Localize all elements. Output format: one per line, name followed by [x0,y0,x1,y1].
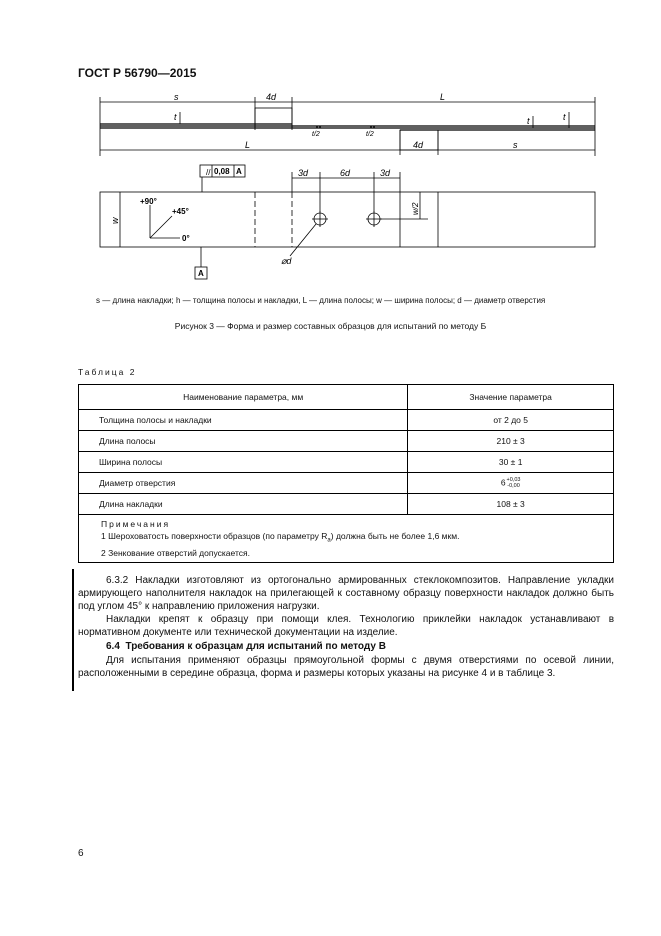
parameters-table [78,384,614,563]
dim-L-top: L [440,92,446,102]
figure-3-drawing [0,0,661,295]
table-row [79,431,614,452]
dim-t-half-2: t/2 [366,131,374,138]
dim-diameter: ⌀d [281,256,292,266]
param-value: 30 ± 1 [408,452,614,473]
tolerance-stack [507,477,521,489]
table-row [79,473,614,494]
param-value: 108 ± 3 [408,494,614,515]
dim-w: w [110,217,120,224]
tolerance-datum: A [236,167,242,176]
table-header-name: Наименование параметра, мм [79,385,408,410]
note-1-sub: a [327,537,331,544]
section-heading-6-4 [78,640,614,653]
note-1 [101,530,613,547]
note-2: 2 Зенкование отверстий допускается. [101,547,250,558]
param-name: Диаметр отверстия [79,473,408,494]
param-value: 210 ± 3 [408,431,614,452]
dim-4d-bottom: 4d [413,140,424,150]
table-row [79,494,614,515]
table-header-value: Значение параметра [408,385,614,410]
param-name: Длина полосы [79,431,408,452]
note-1-text-a: 1 Шероховатость поверхности образцов (по параметру R [101,531,328,541]
notes-title: Примечания [101,519,171,529]
change-bar [72,569,74,691]
table-notes [79,515,614,563]
param-name: Толщина полосы и накладки [79,410,408,431]
heading-text: Требования к образцам для испытаний по методу В [125,641,386,652]
tolerance-value: 0,08 [214,167,230,176]
dim-L-bottom: L [245,140,251,150]
dim-t-half-1: t/2 [312,131,320,138]
dim-6d: 6d [340,168,351,178]
dim-3d-right: 3d [380,168,391,178]
body-text [78,574,614,680]
figure-caption: Рисунок 3 — Форма и размер составных образцов для испытаний по методу Б [174,321,487,331]
table-row [79,452,614,473]
tol-lower: -0,00 [507,483,520,489]
dim-s-bottom: s [513,140,518,150]
param-name: Ширина полосы [79,452,408,473]
dim-4d-top: 4d [266,92,277,102]
document-header: ГОСТ Р 56790—2015 [78,66,197,80]
dim-s-top: s [174,92,179,102]
angle-45: +45° [172,207,189,216]
param-value: от 2 до 5 [408,410,614,431]
table-row [79,410,614,431]
table-header-row [79,385,614,410]
flatness-symbol: // [206,168,211,177]
paragraph-6-3-2: 6.3.2 Накладки изготовляют из ортогонально армированных стеклокомпозитов. Направление укладки армирующего наполнителя накладок на прилегающей к составному образцу поверхности накладок должно быть под углом 45° к направлению приложения нагрузки. [78,575,614,612]
angle-90: +90° [140,197,157,206]
dim-t-left: t [174,112,177,122]
param-name: Длина накладки [79,494,408,515]
tol-upper: +0,03 [506,477,521,483]
param-value: 6 [500,477,506,488]
page-number: 6 [78,848,84,859]
angle-0: 0° [182,234,190,243]
note-1-text-b: ) должна быть не более 1,6 мкм. [330,531,460,541]
heading-number: 6.4 [106,641,120,652]
figure-legend: s — длина накладки; h — толщина полосы и накладки, L — длина полосы; w — ширина полосы; d — диаметр отверстия [96,296,546,305]
table-notes-row [79,515,614,563]
dim-t-right1: t [527,116,530,126]
paragraph-method-v: Для испытания применяют образцы прямоугольной формы с двумя отверстиями по осевой линии, расположенными в середине образца, форма и размеры которых указаны на рисунке 4 и в таблице 3. [78,655,614,679]
dim-t-right2: t [563,112,566,122]
dim-3d-left: 3d [298,168,309,178]
param-value-cell [408,473,614,494]
paragraph-glue: Накладки крепят к образцу при помощи клея. Технологию приклейки накладок устанавливают в нормативном документе или технической документации на изделие. [78,614,614,638]
table-caption: Таблица 2 [78,367,137,377]
datum-label: A [198,269,204,278]
dim-w-half: w/2 [411,202,420,215]
